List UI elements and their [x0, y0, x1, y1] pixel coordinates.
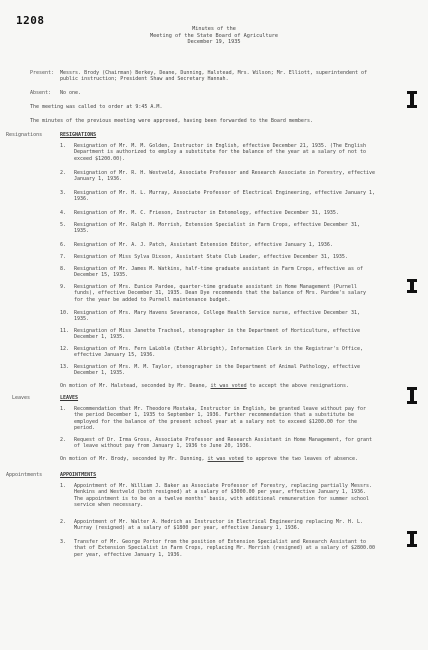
- item-text: Resignation of Mr. A. J. Patch, Assistant Extension Editor, effective January 1, 1936.: [74, 242, 333, 248]
- item-text: Resignation of Mr. Ralph H. Morrish, Extension Specialist in Farm Crops, effective December 31, 1935.: [74, 222, 360, 235]
- item-number: 3.: [60, 190, 67, 196]
- motion-voted: it was voted: [210, 383, 247, 389]
- item-text: Resignation of Miss Sylva Dixson, Assistant State Club Leader, effective December 31, 1935.: [74, 254, 348, 260]
- resignations-title: RESIGNATIONS: [60, 132, 97, 138]
- item-text: Resignation of Mr. R. H. Westveld, Associate Professor and Research Associate in Forestry, effective January 1, 1936.: [74, 170, 376, 183]
- item-text: Recommendation that Mr. Theodore Mostaka, Instructor in English, be granted leave without pay for the period December 1, 1935 to September 1, 1936. Further recommendation that a substitute be employed for the balance of the present school year at a salary not to exceed $1200.00 for the period.: [74, 406, 366, 431]
- leave-item: [60, 406, 378, 431]
- item-number: 2.: [60, 519, 67, 525]
- header-line-1: Minutes of the: [192, 26, 236, 32]
- present-text: Messrs. Brody (Chairman) Berkey, Deane, Dunning, Halstead, Mrs. Wilson; Mr. Elliott, superintendent of public instruction; President Shaw and Secretary Hannah.: [60, 70, 371, 83]
- resignation-item: [60, 346, 378, 359]
- resignation-item: [60, 266, 378, 279]
- called-to-order: The meeting was called to order at 9:45 A.M.: [30, 104, 163, 110]
- item-text: Resignation of Miss Janette Trachsel, stenographer in the Department of Horticulture, effective December 1, 1935.: [74, 328, 360, 341]
- leaves-side-label: Leaves: [12, 395, 31, 401]
- item-text: Appointment of Mr. Walter A. Hedrich as Instructor in Electrical Engineering replacing Mr. H. L. Murray (resigned) at a salary of $1800 per year, effective January 1, 1936.: [74, 519, 363, 532]
- item-number: 2.: [60, 437, 67, 443]
- margin-bracket-mark: [410, 387, 414, 404]
- item-text: Resignation of Mrs. Mary Havens Severance, College Health Service nurse, effective December 31, 1935.: [74, 310, 360, 323]
- resignation-item: [60, 222, 378, 235]
- resignations-side-label: Resignations: [6, 132, 43, 138]
- item-text: Resignation of Mr. M. M. Golden, Instructor in English, effective December 21, 1935. (The English Department is authorized to employ a substitute for the balance of the year at a salary of not to exceed $1200.00).: [74, 143, 366, 162]
- item-text: Transfer of Mr. George Portor from the position of Extension Specialist and Research Assistant to that of Extension Specialist in Farm Crops, replacing Mr. Morrish (resigned) at a salary of $2800.00 per year, effective January 1, 1936.: [74, 539, 376, 558]
- item-text: Resignation of Mrs. Fern LaLoble (Esther Albright), Information Clerk in the Registrar's Office, effective January 15, 1936.: [74, 346, 363, 359]
- item-number: 13.: [60, 364, 70, 370]
- header-line-2: Meeting of the State Board of Agriculture: [149, 32, 279, 39]
- item-text: Resignation of Mr. James M. Watkins, half-time graduate assistant in Farm Crops, effective as of December 15, 1935.: [74, 266, 363, 279]
- item-text: Resignation of Mrs. M. M. Taylor, stenographer in the Department of Animal Pathology, effective December 1, 1935.: [74, 364, 360, 377]
- item-text: Request of Dr. Irma Gross, Associate Professor and Research Assistant in Home Management, for grant of leave without pay from January 1, 1936 to June 20, 1936.: [74, 437, 373, 450]
- item-number: 11.: [60, 328, 70, 334]
- resignations-motion: [60, 383, 380, 389]
- resignation-item: [60, 170, 378, 183]
- item-text: Resignation of Mrs. Eunice Pardee, quarter-time graduate assistant in Home Management (Purnell funds), effective December 31, 1935. Dean Dye recommends that the balance of Mrs. Pardee's salary for the year be added to Purnell maintenance budget.: [74, 284, 366, 303]
- margin-bracket-mark: [410, 531, 414, 547]
- margin-bracket-mark: [410, 91, 414, 108]
- absent-label: Absent:: [30, 90, 52, 96]
- item-number: 10.: [60, 310, 70, 316]
- resignation-item: [60, 242, 378, 248]
- motion-text: to accept the above resignations.: [246, 383, 349, 389]
- leave-item: [60, 437, 378, 450]
- motion-voted: it was voted: [207, 456, 244, 462]
- appointment-item: [60, 539, 378, 558]
- leaves-title: LEAVES: [60, 395, 79, 401]
- minutes-approved: The minutes of the previous meeting were approved, having been forwarded to the Board members.: [30, 118, 313, 124]
- resignation-item: [60, 310, 378, 323]
- resignation-item: [60, 190, 378, 203]
- page-number: 1208: [16, 14, 45, 27]
- item-number: 9.: [60, 284, 67, 290]
- item-number: 1.: [60, 143, 67, 149]
- appointment-item: [60, 483, 378, 508]
- resignation-item: [60, 328, 378, 341]
- absent-text: No one.: [60, 90, 82, 96]
- appointments-title: APPOINTMENTS: [60, 472, 97, 478]
- resignation-item: [60, 364, 378, 377]
- present-label: Present:: [30, 70, 55, 76]
- resignation-item: [60, 254, 378, 260]
- item-number: 7.: [60, 254, 67, 260]
- item-number: 4.: [60, 210, 67, 216]
- motion-text: On motion of Mr. Brody, seconded by Mr. Dunning,: [60, 456, 208, 462]
- item-text: Resignation of Mr. H. L. Murray, Associate Professor of Electrical Engineering, effective January 1, 1936.: [74, 190, 376, 203]
- margin-bracket-mark: [410, 279, 414, 293]
- item-number: 8.: [60, 266, 67, 272]
- item-text: Resignation of Mr. M. C. Frieson, Instructor in Entomology, effective December 31, 1935.: [74, 210, 339, 216]
- item-number: 1.: [60, 483, 67, 489]
- motion-text: to approve the two leaves of absence.: [243, 456, 359, 462]
- appointment-item: [60, 519, 378, 532]
- resignation-item: [60, 210, 378, 216]
- item-number: 2.: [60, 170, 67, 176]
- leaves-motion: [60, 456, 380, 462]
- appointments-side-label: Appointments: [6, 472, 43, 478]
- item-number: 1.: [60, 406, 67, 412]
- resignation-item: [60, 284, 378, 303]
- item-number: 6.: [60, 242, 67, 248]
- minutes-header: [0, 26, 428, 46]
- item-number: 12.: [60, 346, 70, 352]
- item-text: Appointment of Mr. William J. Baker as Associate Professor of Forestry, replacing partially Messrs. Henkins and Westveld (both resigned) at a salary of $3000.00 per year, effective January 1, 1936. The appointment is to be on a twelve months' basis, with additional remuneration for summer school service when necessary.: [74, 483, 373, 508]
- resignation-item: [60, 143, 378, 162]
- header-line-3: December 19, 1935: [187, 39, 241, 45]
- motion-text: On motion of Mr. Halstead, seconded by Mr. Deane,: [60, 383, 211, 389]
- item-number: 3.: [60, 539, 67, 545]
- item-number: 5.: [60, 222, 67, 228]
